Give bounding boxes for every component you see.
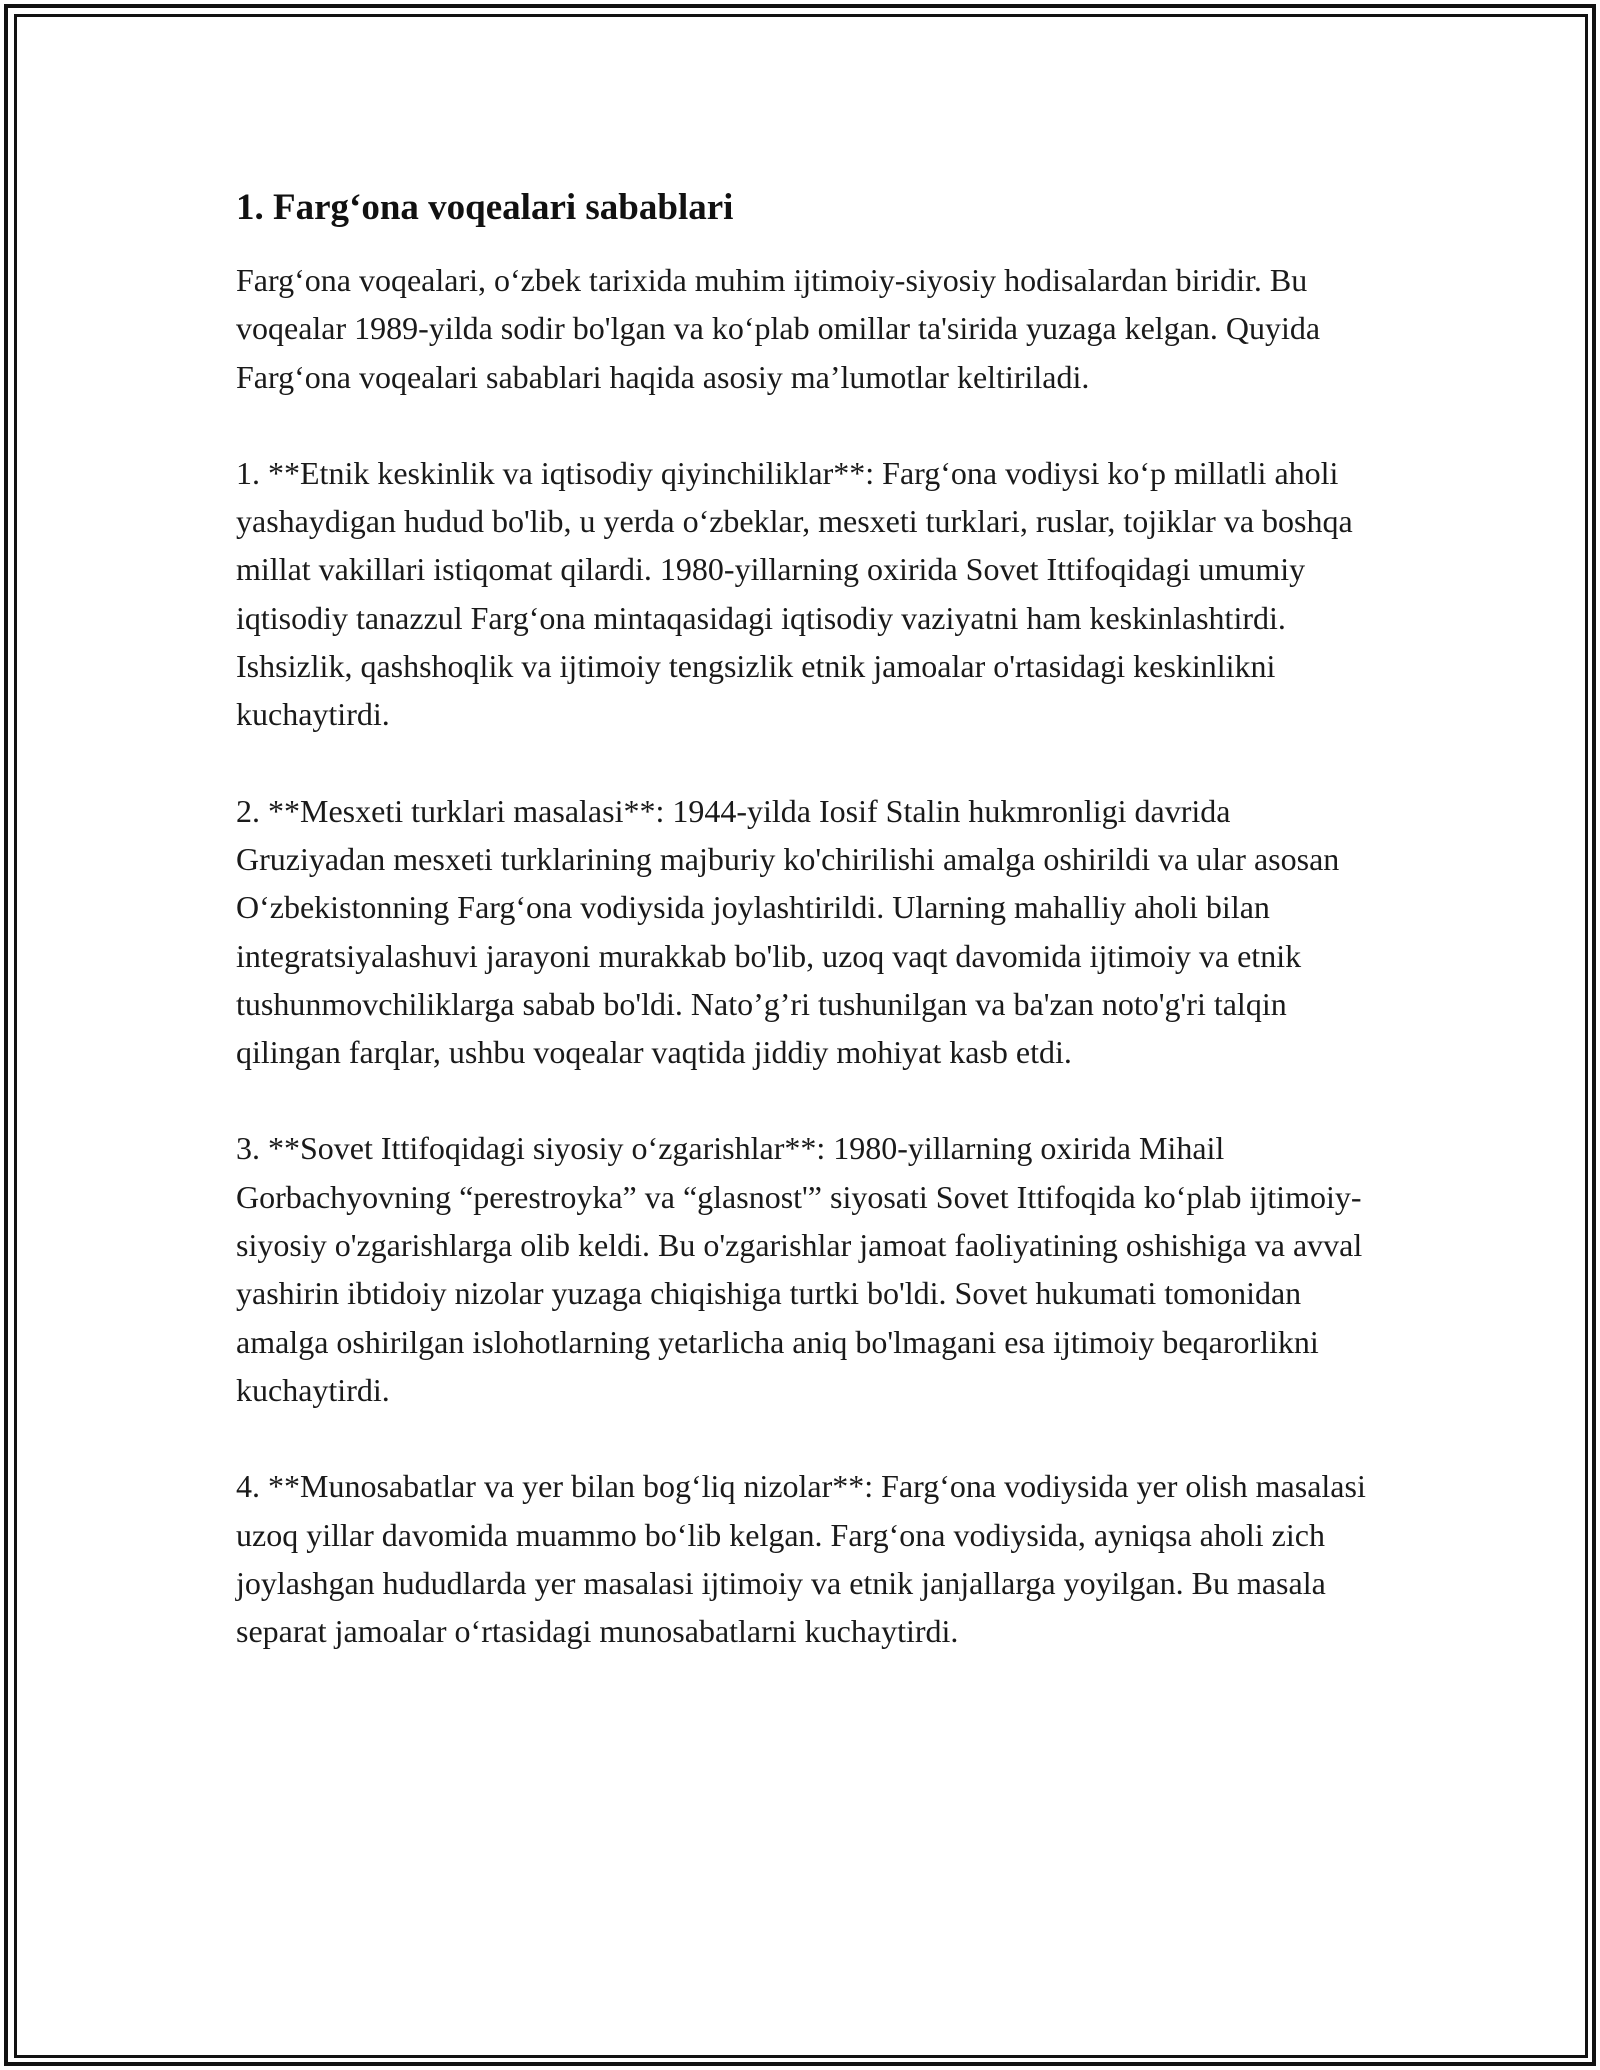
paragraph-meskhetian-turks: 2. **Mesxeti turklari masalasi**: 1944-yilda Iosif Stalin hukmronligi davrida Gruziyadan mesxeti turklarining majburiy ko'chirilishi amalga oshirildi va ular asosan O‘zbekistonning Farg‘ona vodiysida joylashtirildi. Ularning mahalliy aholi bilan integratsiyalashuvi jarayoni murakkab bo'lib, uzoq vaqt davomida ijtimoiy va etnik tushunmovchiliklarga sabab bo'ldi. Nato’g’ri tushunilgan va ba'zan noto'g'ri talqin qilingan farqlar, ushbu voqealar vaqtida jiddiy mohiyat kasb etdi. [236,792,1340,1071]
paragraph-soviet-political-changes: 3. **Sovet Ittifoqidagi siyosiy o‘zgarishlar**: 1980-yillarning oxirida Mihail Gorbachyovning “perestroyka” va “glasnost'” siyosati Sovet Ittifoqida ko‘plab ijtimoiy-siyosiy o'zgarishlarga olib keldi. Bu o'zgarishlar jamoat faoliyatining oshishiga va avval yashirin ibtidoiy nizolar yuzaga chiqishiga turtki bo'ldi. Sovet hukumati tomonidan amalga oshirilgan islohotlarning yetarlicha aniq bo'lmagani esa ijtimoiy beqarorlikni kuchaytirdi. [236,1130,1363,1408]
paragraph-ethnic-tension: 1. **Etnik keskinlik va iqtisodiy qiyinchiliklar**: Farg‘ona vodiysi ko‘p millatli aholi yashaydigan hudud bo'lib, u yerda o‘zbeklar, mesxeti turklari, ruslar, tojiklar va boshqa millat vakillari istiqomat qilardi. 1980-yillarning oxirida Sovet Ittifoqidagi umumiy iqtisodiy tanazzul Farg‘ona mintaqasidagi iqtisodiy vaziyatni ham keskinlashtirdi. Ishsizlik, qashshoqlik va ijtimoiy tengsizlik etnik jamoalar o'rtasidagi keskinlikni kuchaytirdi. [236,454,1353,733]
intro-paragraph: Farg‘ona voqealari, o‘zbek tarixida muhim ijtimoiy-siyosiy hodisalardan biridir. Bu voqealar 1989-yilda sodir bo'lgan va ko‘plab omillar ta'sirida yuzaga kelgan. Quyida Farg‘ona voqealari sabablari haqida asosiy ma’lumotlar keltiriladi. [236,262,1321,395]
document-title: 1. Farg‘ona voqealari sabablari [236,187,734,228]
paragraph-land-disputes: 4. **Munosabatlar va yer bilan bog‘liq nizolar**: Farg‘ona vodiysida yer olish masalasi uzoq yillar davomida muammo bo‘lib kelgan. Farg‘ona vodiysida, ayniqsa aholi zich joylashgan hududlarda yer masalasi ijtimoiy va etnik janjallarga yoyilgan. Bu masala separat jamoalar o‘rtasidagi munosabatlarni kuchaytirdi. [236,1468,1366,1650]
document-body [236,184,1376,1703]
